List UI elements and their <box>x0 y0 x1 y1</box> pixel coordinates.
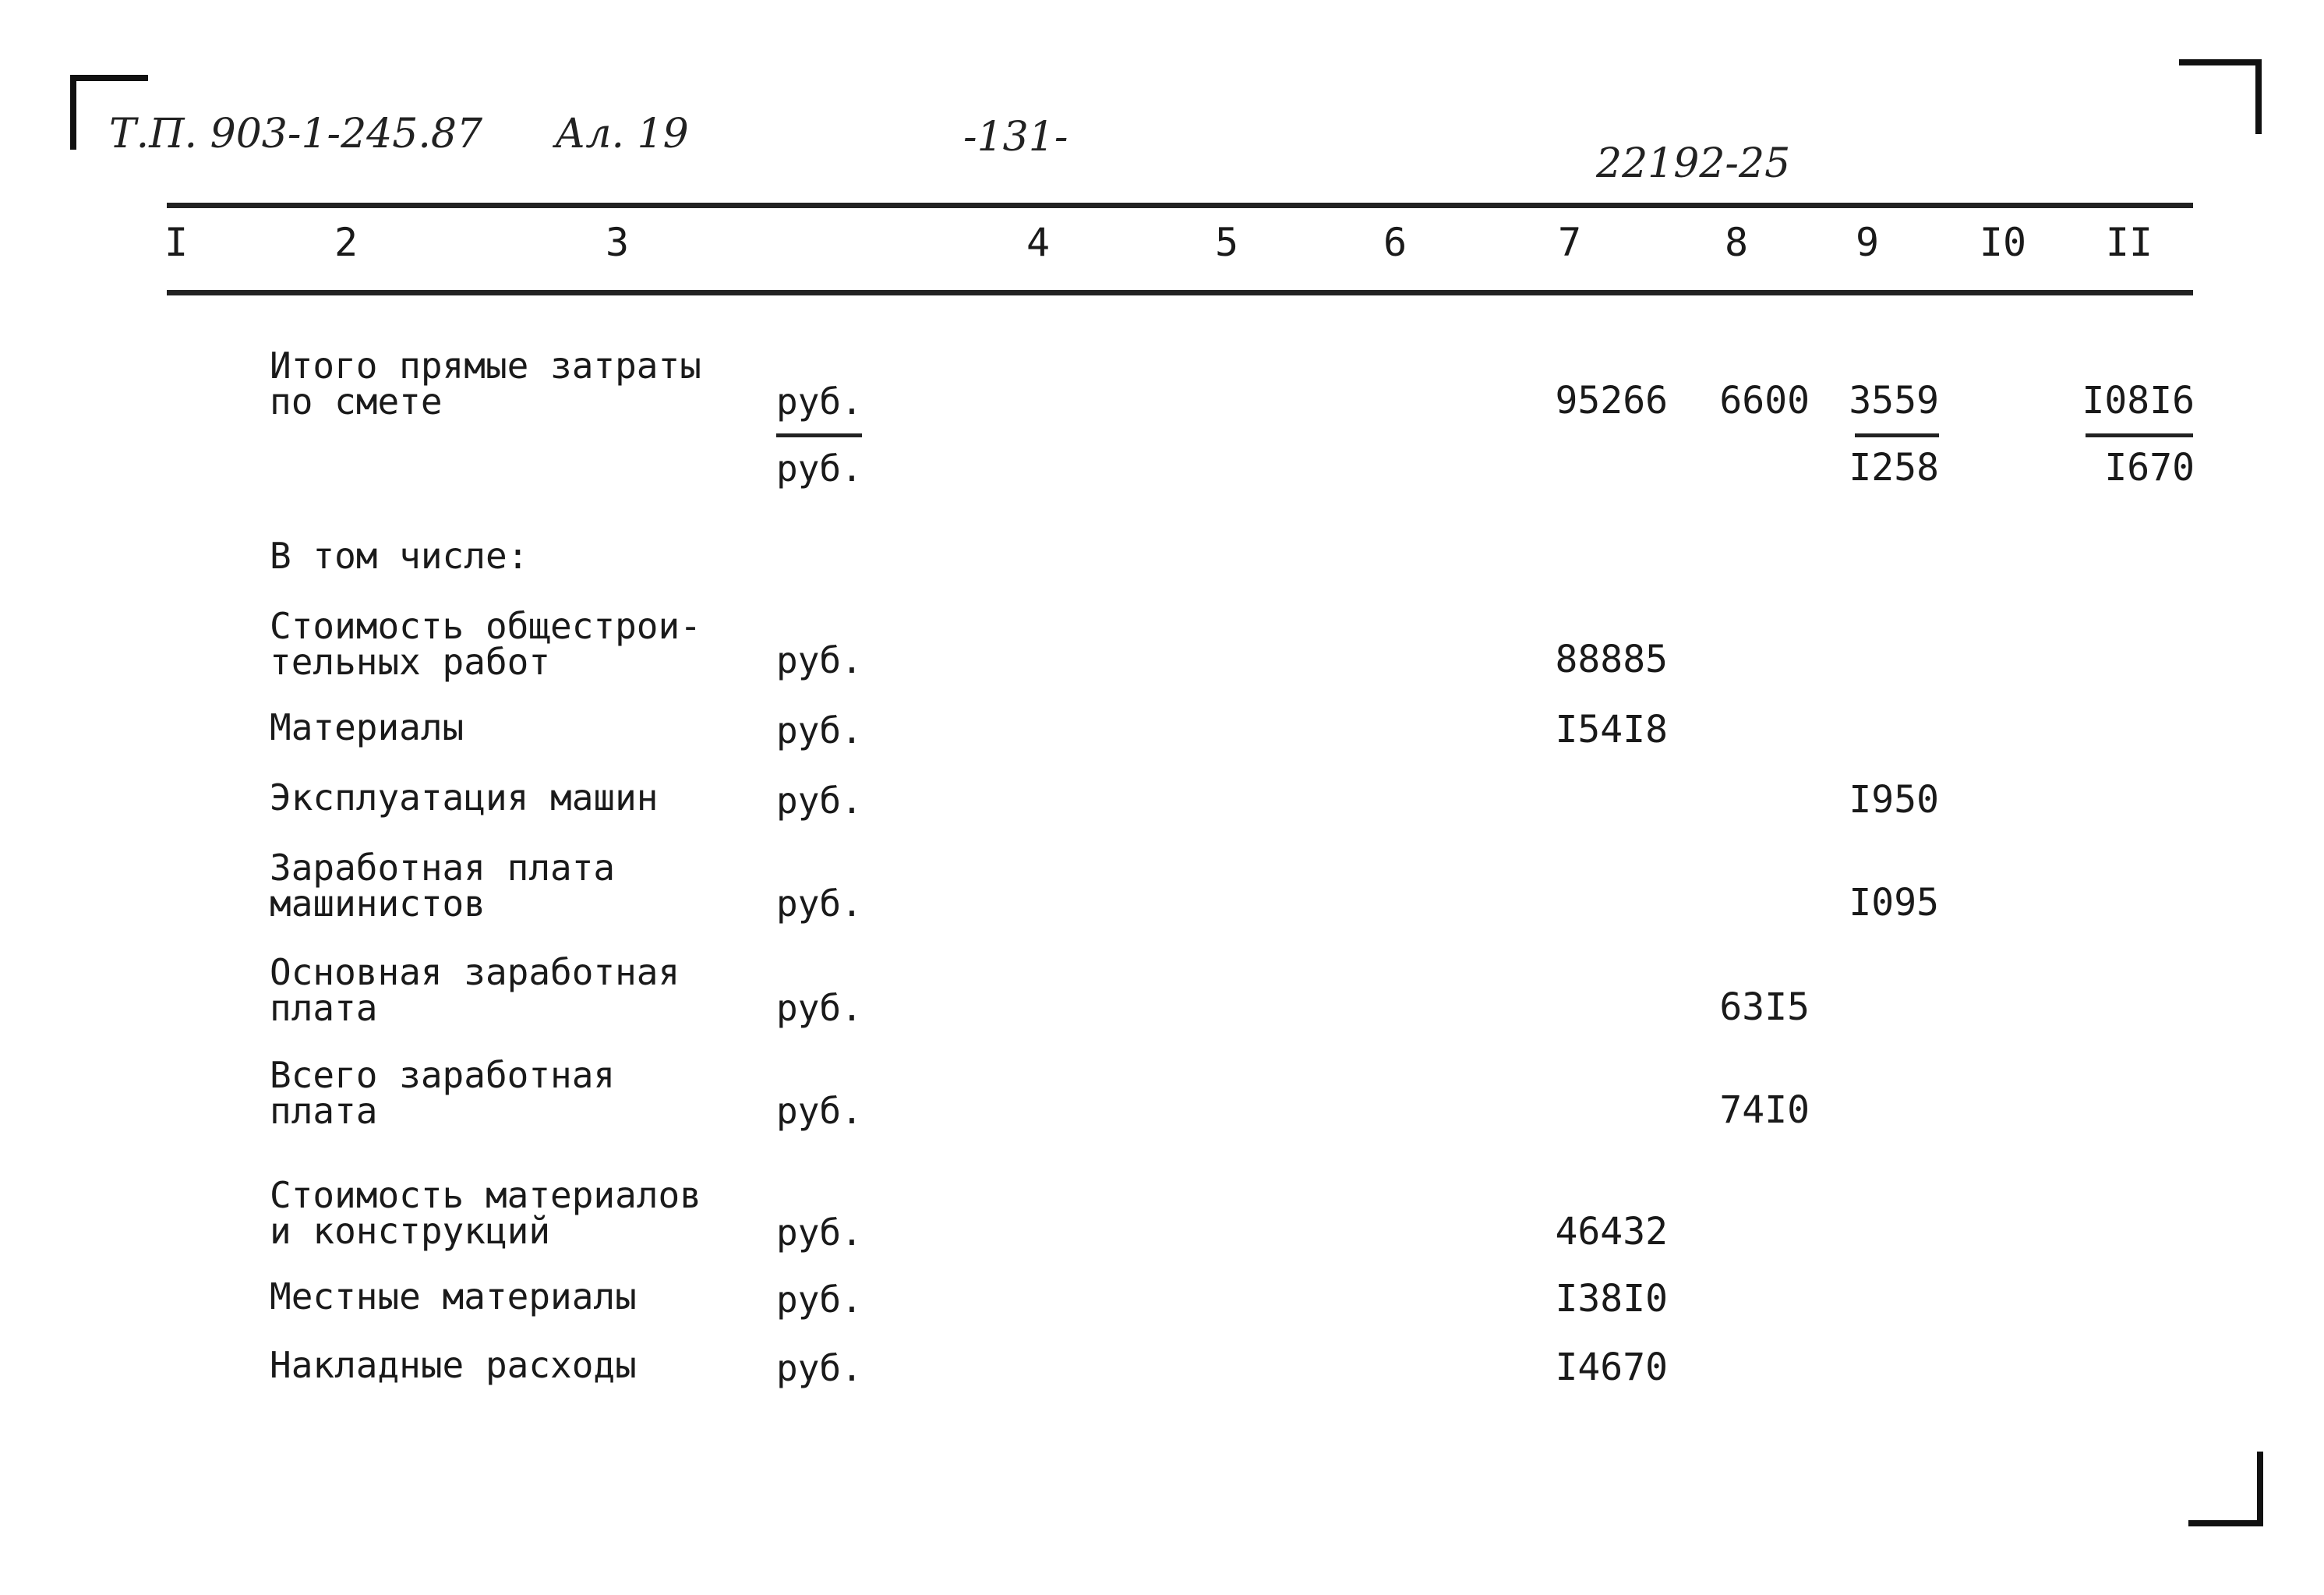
row-unit: руб. <box>776 1347 863 1389</box>
column-number-11: II <box>2105 220 2153 265</box>
row-value-col8: 63I5 <box>1719 985 1810 1029</box>
document-code: Т.П. 903-1-245.87 <box>109 111 483 157</box>
totals-col7: 95266 <box>1555 379 1668 423</box>
corner-mark-bottom-right <box>2188 1520 2263 1526</box>
row-unit: руб. <box>776 709 863 752</box>
section-label: В том числе: <box>270 535 529 577</box>
totals-unit-top: руб. <box>776 380 863 423</box>
fraction-line-col9 <box>1855 433 1939 437</box>
corner-mark-top-right <box>2255 59 2262 134</box>
row-label: Местные материалы <box>270 1275 637 1317</box>
row-value-col9: I095 <box>1849 881 1939 925</box>
album-number: Ал. 19 <box>555 111 689 157</box>
column-number-8: 8 <box>1724 220 1749 265</box>
row-value-col9: I950 <box>1849 778 1939 822</box>
column-number-1: I <box>164 220 189 265</box>
column-number-7: 7 <box>1557 220 1582 265</box>
row-value-col7: 46432 <box>1555 1210 1668 1254</box>
totals-col11-top: I08I6 <box>2082 379 2195 423</box>
corner-mark-top-left <box>70 75 148 81</box>
corner-mark-top-right <box>2179 59 2260 65</box>
column-number-5: 5 <box>1214 220 1239 265</box>
totals-unit-bottom: руб. <box>776 447 863 490</box>
row-label: Стоимость общестрои- тельных работ <box>270 605 701 683</box>
row-value-col7: 88885 <box>1555 638 1668 681</box>
corner-mark-top-left <box>70 75 76 150</box>
totals-col11-bottom: I670 <box>2104 446 2195 490</box>
corner-mark-bottom-right <box>2257 1452 2263 1526</box>
totals-col8: 6600 <box>1719 379 1810 423</box>
row-unit: руб. <box>776 1278 863 1321</box>
totals-label-line1: Итого прямые затраты <box>270 345 701 387</box>
row-unit: руб. <box>776 780 863 822</box>
column-number-3: 3 <box>605 220 630 265</box>
row-unit: руб. <box>776 987 863 1029</box>
totals-col9-top: 3559 <box>1849 379 1939 423</box>
row-label: Заработная плата машинистов <box>270 847 616 925</box>
row-value-col7: I54I8 <box>1555 708 1668 752</box>
column-number-2: 2 <box>334 220 358 265</box>
page-number: -131- <box>963 114 1068 161</box>
stamp-number: 22192-25 <box>1596 140 1791 187</box>
row-unit: руб. <box>776 882 863 925</box>
totals-col9-bottom: I258 <box>1849 446 1939 490</box>
fraction-line-unit <box>776 433 862 437</box>
column-number-6: 6 <box>1383 220 1407 265</box>
row-value-col7: I4670 <box>1555 1346 1668 1389</box>
row-label: Накладные расходы <box>270 1344 637 1386</box>
column-number-10: I0 <box>1979 220 2027 265</box>
row-label: Основная заработная плата <box>270 951 680 1029</box>
row-label: Всего заработная плата <box>270 1054 616 1132</box>
row-label: Материалы <box>270 706 464 748</box>
column-number-4: 4 <box>1026 220 1051 265</box>
row-unit: руб. <box>776 1090 863 1132</box>
column-number-9: 9 <box>1855 220 1880 265</box>
row-unit: руб. <box>776 639 863 681</box>
totals-label-line2: по смете <box>270 380 443 423</box>
header-bottom-rule <box>167 290 2193 295</box>
row-label: Стоимость материалов и конструкций <box>270 1174 701 1252</box>
row-value-col7: I38I0 <box>1555 1277 1668 1321</box>
fraction-line-col11 <box>2086 433 2193 437</box>
header-top-rule <box>167 203 2193 208</box>
row-value-col8: 74I0 <box>1719 1088 1810 1132</box>
row-label: Эксплуатация машин <box>270 776 659 819</box>
row-unit: руб. <box>776 1211 863 1254</box>
